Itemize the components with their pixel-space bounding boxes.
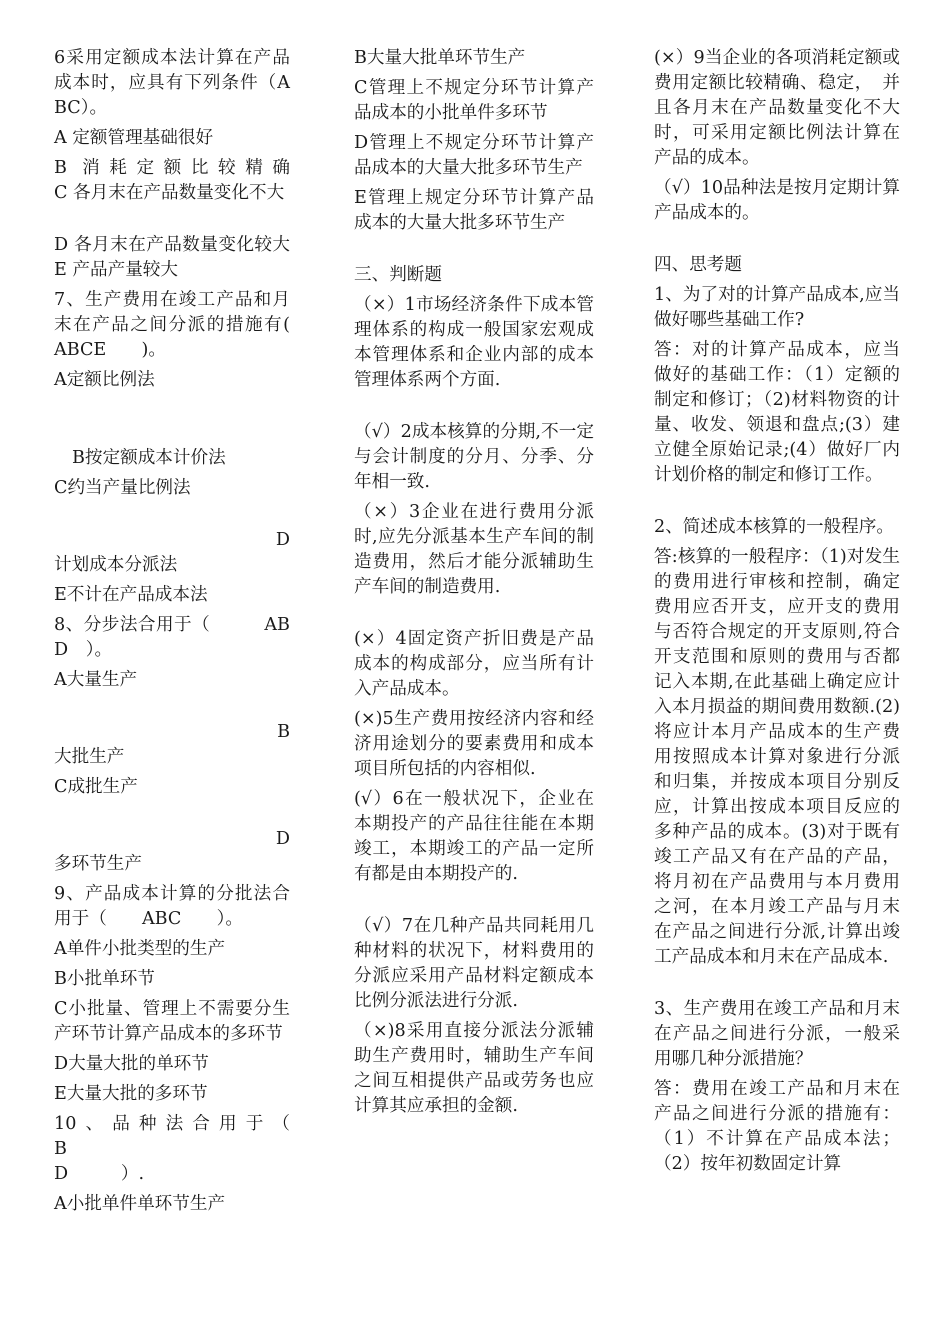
option-10c: C管理上不规定分环节计算产品成本的小批单件多环节 bbox=[354, 78, 594, 123]
judgement-8: （×)8采用直接分派法分派辅助生产费用时，辅助生产车间之间互相提供产品或劳务也应计算其应承担的金额. bbox=[354, 1021, 594, 1116]
option-7a: A定额比例法 bbox=[54, 370, 155, 390]
option-6a: A 定额管理基础很好 bbox=[54, 128, 214, 148]
question-10: 10、品种法合用于（ B bbox=[54, 1114, 361, 1159]
option-6de: D 各月末在产品数量变化较大 E 产品产量较大 bbox=[54, 235, 343, 280]
option-10e: E管理上规定分环节计算产品成本的大量大批多环节生产 bbox=[354, 188, 594, 233]
judgement-4: (×）4固定资产折旧费是产品成本的构成部分，应当所有计入产品成本。 bbox=[354, 629, 594, 699]
thinking-question-1: 1、为了对的计算产品成本,应当做好哪些基础工作? bbox=[654, 285, 900, 330]
option-8c: C成批生产 bbox=[54, 777, 138, 797]
column-3 bbox=[654, 46, 900, 1182]
column-1 bbox=[54, 46, 361, 1222]
question-9: 9、产品成本计算的分批法合用于（ ABC ）。 bbox=[54, 884, 290, 929]
option-7c: C约当产量比例法 bbox=[54, 478, 191, 498]
option-8b: 大批生产 bbox=[54, 747, 125, 767]
option-7b: B按定额成本计价法 bbox=[72, 448, 226, 468]
option-9d: D大量大批的单环节 bbox=[54, 1054, 209, 1074]
option-10d: D管理上不规定分环节计算产品成本的大量大批多环节生产 bbox=[354, 133, 594, 178]
thinking-answer-1: 答：对的计算产品成本，应当做好的基础工作：（1）定额的制定和修订；（2)材料物资的计量、收发、领退和盘点;(3）建立健全原始记录;(4）做好厂内计划价格的制定和修订工作。 bbox=[654, 340, 900, 485]
thinking-answer-3: 答：费用在竣工产品和月末在产品之间进行分派的措施有：（1）不计算在产品成本法；（2）按年初数固定计算 bbox=[654, 1079, 900, 1174]
option-9e: E大量大批的多环节 bbox=[54, 1084, 208, 1104]
question-8: 8、分步法合用于（ ABD ）。 bbox=[54, 615, 290, 660]
option-10b: B大量大批单环节生产 bbox=[354, 48, 526, 68]
option-6bc: B 消耗定额比较精确 C 各月末在产品数量变化不大 bbox=[54, 158, 361, 203]
section-heading-judgement: 三、判断题 bbox=[354, 265, 442, 285]
judgement-6: (√）6在一般状况下，企业在本期投产的产品往往能在本期竣工，本期竣工的产品一定所有都是由本期投产的. bbox=[354, 789, 594, 884]
option-8b-letter: B bbox=[277, 722, 290, 742]
judgement-5: (×)5生产费用按经济内容和经济用途划分的要素费用和成本项目所包括的内容相似. bbox=[354, 709, 594, 779]
option-7d-letter: D bbox=[275, 530, 290, 550]
option-7e: E不计在产品成本法 bbox=[54, 585, 208, 605]
option-7d: 计划成本分派法 bbox=[54, 555, 178, 575]
question-10-cont: D ）. bbox=[54, 1164, 145, 1184]
thinking-answer-2: 答:核算的一般程序：（1)对发生的费用进行审核和控制，确定费用应否开支，应开支的费用与否符合规定的开支原则,符合开支范围和原则的费用与否都记入本期,在此基础上确定应计入本月损益的期间费用数额.(2)将应计本月产品成本的生产费用按照成本计算对象进行分派和归集，并按成本项目分别反应，计算出按成本项目反应的多种产品的成本。(3)对于既有竣工产品又有在产品的产品，将月初在产品费用与本月费用之河，在本月竣工产品与月末在产品之间进行分派,计算出竣工产品成本和月末在产品成本. bbox=[654, 547, 900, 967]
judgement-9: (×）9当企业的各项消耗定额或费用定额比较精确、稳定， 并且各月末在产品数量变化不大时，可采用定额比例法计算在产品的成本。 bbox=[654, 48, 900, 168]
option-10a: A小批单件单环节生产 bbox=[54, 1194, 226, 1214]
option-9b: B小批单环节 bbox=[54, 969, 155, 989]
thinking-question-2: 2、简述成本核算的一般程序。 bbox=[654, 517, 894, 537]
option-8d: 多环节生产 bbox=[54, 854, 142, 874]
judgement-2: （√）2成本核算的分期,不一定与会计制度的分月、分季、分年相一致. bbox=[354, 422, 594, 492]
thinking-question-3: 3、生产费用在竣工产品和月末在产品之间进行分派，一般采用哪几种分派措施？ bbox=[654, 999, 900, 1069]
option-9c: C小批量、管理上不需要分生产环节计算产品成本的多环节 bbox=[54, 999, 290, 1044]
section-heading-thinking: 四、思考题 bbox=[654, 255, 742, 275]
option-9a: A单件小批类型的生产 bbox=[54, 939, 226, 959]
judgement-7: （√）7在几种产品共同耗用几种材料的状况下，材料费用的分派应采用产品材料定额成本比例分派法进行分派. bbox=[354, 916, 594, 1011]
option-8d-letter: D bbox=[275, 829, 290, 849]
judgement-3: （×）3企业在进行费用分派时,应先分派基本生产车间的制造费用，然后才能分派辅助生产车间的制造费用. bbox=[354, 502, 594, 597]
judgement-10: （√）10品种法是按月定期计算产品成本的。 bbox=[654, 178, 900, 223]
question-7: 7、生产费用在竣工产品和月末在产品之间分派的措施有( ABCE )。 bbox=[54, 290, 308, 360]
question-6: 6采用定额成本法计算在产品成本时，应具有下列条件（ABC）。 bbox=[54, 48, 290, 118]
judgement-1: （×）1市场经济条件下成本管理体系的构成一般国家宏观成本管理体系和企业内部的成本管理体系两个方面. bbox=[354, 295, 594, 390]
option-8a: A大量生产 bbox=[54, 670, 138, 690]
column-2 bbox=[354, 46, 594, 1124]
